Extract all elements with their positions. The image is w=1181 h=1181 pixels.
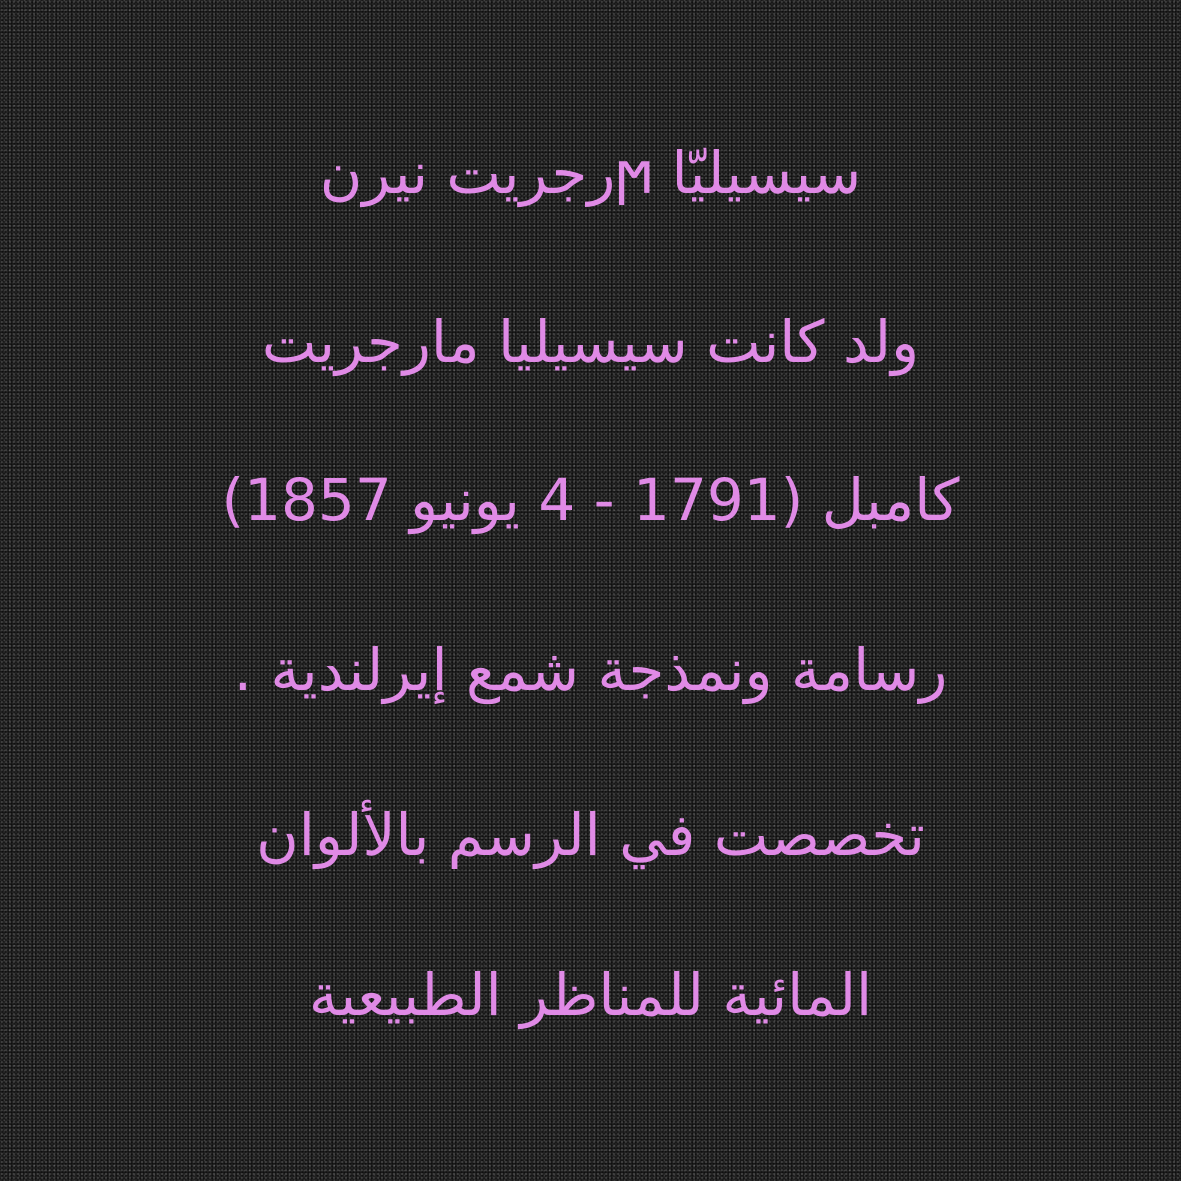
text-line-2: ولد كانت سيسيليا مارجريت bbox=[261, 308, 920, 376]
text-line-3: كامبل (1791 - 4 يونيو 1857) bbox=[221, 466, 960, 534]
text-line-4: رسامة ونمذجة شمع إيرلندية . bbox=[233, 636, 948, 704]
text-line-1: سيسيليّا ϻرجريت نيرن bbox=[319, 139, 862, 207]
text-line-6: المائية للمناظر الطبيعية bbox=[308, 961, 873, 1029]
text-line-5: تخصصت في الرسم بالألوان bbox=[256, 801, 925, 869]
